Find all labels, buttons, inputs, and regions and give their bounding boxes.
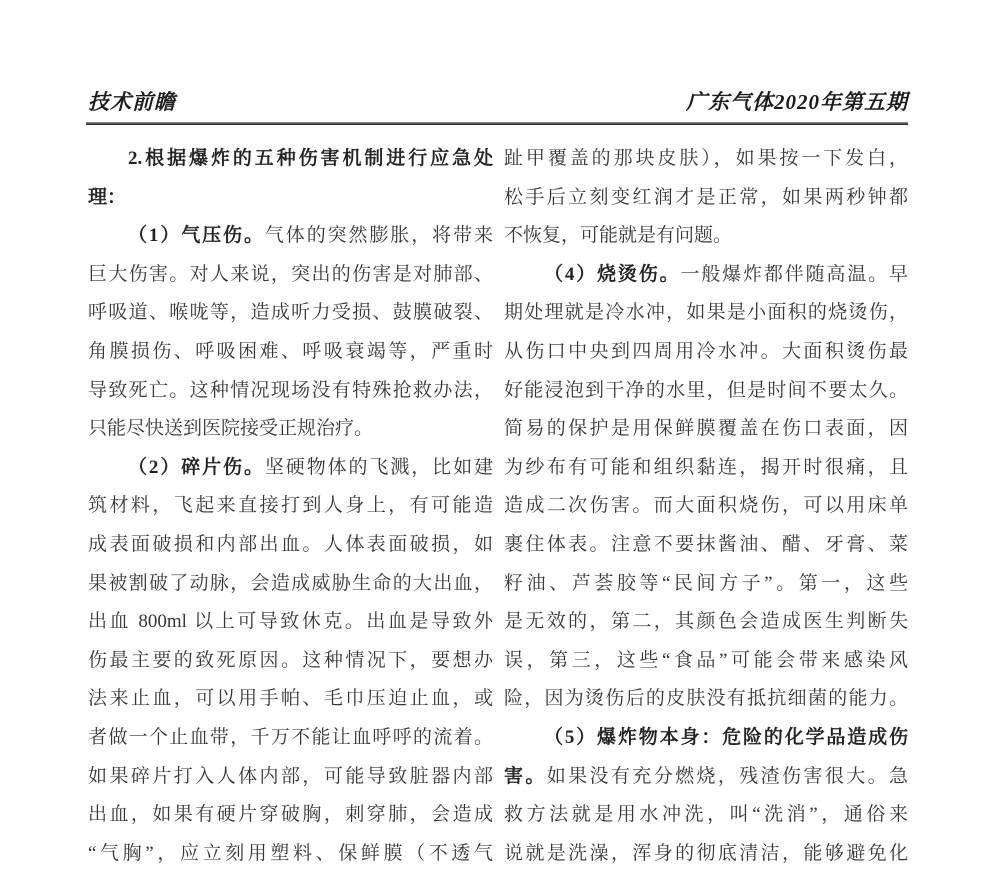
header-journal-title: 广东气体2020年第五期 bbox=[686, 90, 908, 114]
text-run: 呼吸道、喉咙等，造成听力受损、鼓膜破裂、 bbox=[88, 302, 493, 324]
text-line bbox=[504, 642, 908, 681]
text-run: 巨大伤害。对人来说，突出的伤害是对肺部、 bbox=[88, 263, 493, 285]
header-section-title: 技术前瞻 bbox=[88, 90, 176, 114]
text-run: “气胸”，应立刻用塑料、保鲜膜（不透气 bbox=[88, 842, 493, 864]
text-run: 出血 800ml 以上可导致休克。出血是导致外 bbox=[88, 611, 493, 633]
text-run: 坚硬物体的飞溅，比如建 bbox=[264, 456, 493, 478]
text-run: 简易的保护是用保鲜膜覆盖在伤口表面，因 bbox=[504, 418, 908, 440]
text-line bbox=[504, 449, 908, 488]
bold-text-run: 理： bbox=[88, 186, 127, 208]
bold-text-run: （2）碎片伤。 bbox=[128, 456, 265, 478]
text-line bbox=[88, 333, 493, 372]
text-line bbox=[504, 256, 908, 295]
text-run: 只能尽快送到医院接受正规治疗。 bbox=[88, 418, 374, 440]
text-line bbox=[88, 487, 493, 526]
text-line bbox=[504, 796, 908, 835]
text-line bbox=[504, 372, 908, 411]
text-line bbox=[88, 217, 493, 256]
text-run: 好能浸泡到干净的水里，但是时间不要太久。 bbox=[504, 379, 908, 401]
text-run: 造成二次伤害。而大面积烧伤，可以用床单 bbox=[504, 495, 908, 517]
text-column-left bbox=[88, 140, 493, 873]
text-line bbox=[88, 796, 493, 835]
bold-text-run: （5）爆炸物本身：危险的化学品造成伤 bbox=[544, 726, 908, 748]
text-line bbox=[504, 835, 908, 874]
text-line bbox=[88, 835, 493, 874]
text-run: 是无效的，第二，其颜色会造成医生判断失 bbox=[504, 611, 908, 633]
text-run: 为纱布有可能和组织黏连，揭开时很痛，且 bbox=[504, 456, 908, 478]
text-column-right bbox=[504, 140, 908, 873]
text-line bbox=[504, 565, 908, 604]
page-header bbox=[88, 86, 908, 116]
text-run: 误，第三，这些“食品”可能会带来感染风 bbox=[504, 649, 908, 671]
text-run: 者做一个止血带，千万不能让血呼呼的流着。 bbox=[88, 726, 493, 748]
text-line bbox=[88, 449, 493, 488]
text-run: 从伤口中央到四周用冷水冲。大面积烫伤最 bbox=[504, 340, 908, 362]
text-line bbox=[88, 294, 493, 333]
text-line bbox=[504, 603, 908, 642]
text-run: 趾甲覆盖的那块皮肤），如果按一下发白， bbox=[504, 148, 908, 169]
text-line bbox=[88, 140, 493, 179]
text-line bbox=[88, 526, 493, 565]
text-run: 救方法就是用水冲洗，叫“洗消”，通俗来 bbox=[504, 804, 908, 826]
text-run: 伤最主要的致死原因。这种情况下，要想办 bbox=[88, 649, 493, 671]
text-run: 角膜损伤、呼吸困难、呼吸衰竭等，严重时 bbox=[88, 340, 493, 362]
text-run: 不恢复，可能就是有问题。 bbox=[504, 225, 733, 247]
text-line bbox=[88, 642, 493, 681]
text-line bbox=[504, 217, 908, 256]
text-run: 气体的突然膨胀，将带来 bbox=[264, 225, 493, 247]
text-run: 如果碎片打入人体内部，可能导致脏器内部 bbox=[88, 765, 493, 787]
bold-text-run: （4）烧烫伤。 bbox=[544, 263, 681, 285]
text-line bbox=[88, 410, 493, 449]
text-line bbox=[504, 526, 908, 565]
text-run: 说就是洗澡，浑身的彻底清洁，能够避免化 bbox=[504, 842, 908, 864]
text-run: 籽油、芦荟胶等“民间方子”。第一，这些 bbox=[504, 572, 908, 594]
text-line bbox=[504, 294, 908, 333]
bold-text-run: 2.根据爆炸的五种伤害机制进行应急处 bbox=[128, 148, 493, 169]
text-line bbox=[504, 179, 908, 218]
text-line bbox=[504, 140, 908, 179]
text-line bbox=[504, 719, 908, 758]
text-line bbox=[504, 680, 908, 719]
text-run: 成表面破损和内部出血。人体表面破损，如 bbox=[88, 533, 493, 555]
text-line bbox=[504, 333, 908, 372]
text-run: 期处理就是冷水冲，如果是小面积的烧烫伤， bbox=[504, 302, 908, 324]
text-run: 裹住体表。注意不要抹酱油、醋、牙膏、菜 bbox=[504, 533, 908, 555]
text-run: 果被割破了动脉，会造成威胁生命的大出血， bbox=[88, 572, 493, 594]
text-run: 险，因为烫伤后的皮肤没有抵抗细菌的能力。 bbox=[504, 688, 908, 710]
text-run: 松手后立刻变红润才是正常，如果两秒钟都 bbox=[504, 186, 908, 208]
header-rule bbox=[86, 122, 908, 125]
text-run: 出血，如果有硬片穿破胸，刺穿肺，会造成 bbox=[88, 804, 493, 826]
bold-text-run: （1）气压伤。 bbox=[128, 225, 265, 247]
text-line bbox=[88, 719, 493, 758]
text-line bbox=[88, 603, 493, 642]
text-line bbox=[504, 487, 908, 526]
text-line bbox=[504, 410, 908, 449]
text-line bbox=[504, 758, 908, 797]
text-line bbox=[88, 179, 493, 218]
text-run: 导致死亡。这种情况现场没有特殊抢救办法， bbox=[88, 379, 493, 401]
text-line bbox=[88, 372, 493, 411]
text-run: 法来止血，可以用手帕、毛巾压迫止血，或 bbox=[88, 688, 493, 710]
text-line bbox=[88, 758, 493, 797]
text-run: 筑材料，飞起来直接打到人身上，有可能造 bbox=[88, 495, 493, 517]
text-line bbox=[88, 680, 493, 719]
text-run: 一般爆炸都伴随高温。早 bbox=[680, 263, 908, 285]
text-line bbox=[88, 256, 493, 295]
text-run: 如果没有充分燃烧，残渣伤害很大。急 bbox=[546, 765, 908, 787]
bold-text-run: 害。 bbox=[504, 765, 547, 787]
text-line bbox=[88, 565, 493, 604]
